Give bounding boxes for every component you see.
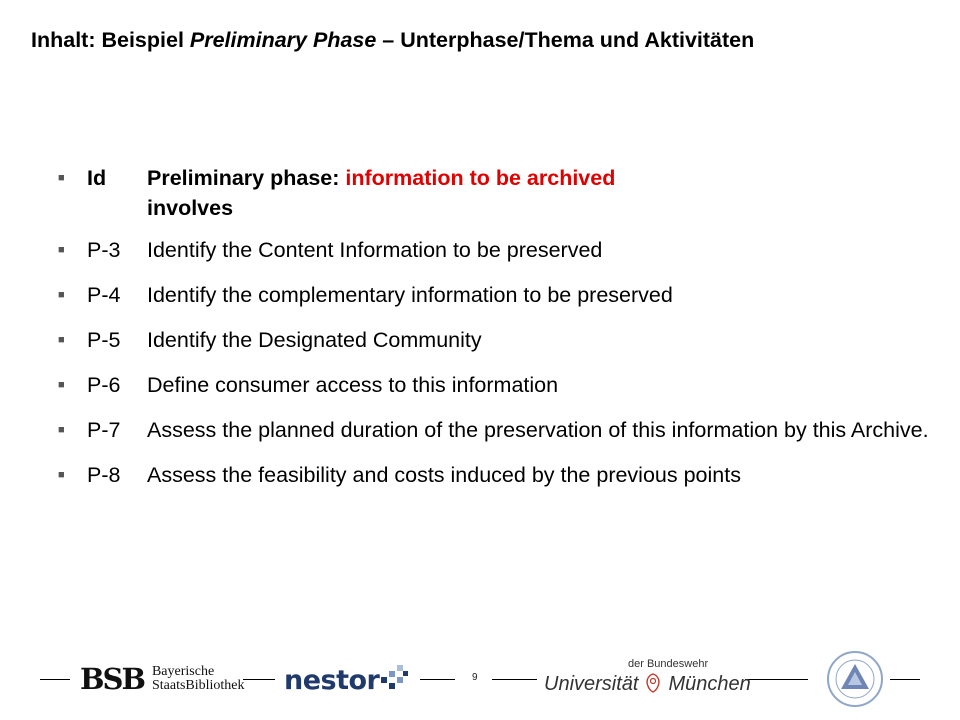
title-prefix: Inhalt: Beispiel bbox=[31, 28, 190, 52]
bsb-name-line-2: StaatsBibliothek bbox=[151, 678, 245, 693]
footer-logo-bar bbox=[0, 640, 960, 710]
bsb-logo bbox=[80, 662, 245, 696]
item-code: P-8 bbox=[87, 463, 121, 487]
footer-divider bbox=[243, 679, 275, 680]
nestor-wordmark: nestor bbox=[284, 664, 380, 696]
footer-divider bbox=[890, 679, 920, 680]
sst-institute-seal-icon bbox=[826, 650, 884, 708]
page-number: 9 bbox=[472, 672, 478, 683]
bullet-icon bbox=[58, 235, 87, 265]
item-code: P-7 bbox=[87, 418, 121, 442]
phase-highlight: information to be archived bbox=[345, 166, 616, 190]
unibw-top-text: der Bundeswehr bbox=[628, 658, 709, 670]
bullet-icon bbox=[58, 460, 87, 490]
bullet-icon bbox=[58, 280, 87, 310]
footer-divider bbox=[40, 679, 70, 680]
item-code: P-4 bbox=[87, 283, 121, 307]
bsb-name-line-1: Bayerische bbox=[151, 664, 215, 679]
unibw-right-text: München bbox=[668, 673, 751, 695]
phase-rest: involves bbox=[147, 196, 234, 220]
item-text: Assess the feasibility and costs induced by the previous points bbox=[147, 463, 741, 487]
unibw-wordmark bbox=[544, 672, 751, 696]
phase-heading bbox=[147, 163, 938, 223]
list-item bbox=[58, 325, 938, 355]
item-text: Assess the planned duration of the preservation of this information by this Archive. bbox=[147, 418, 929, 442]
item-text: Identify the complementary information to be preserved bbox=[147, 283, 673, 307]
list-item bbox=[58, 280, 938, 310]
id-column-header: Id bbox=[87, 166, 107, 190]
bullet-icon bbox=[58, 370, 87, 400]
unibw-logo bbox=[544, 658, 751, 704]
bullet-icon bbox=[58, 163, 87, 193]
footer-divider bbox=[492, 679, 537, 680]
item-code: P-5 bbox=[87, 328, 121, 352]
footer-divider bbox=[420, 679, 455, 680]
phase-label: Preliminary phase: bbox=[147, 166, 346, 190]
nestor-logo bbox=[284, 660, 409, 700]
item-text: Identify the Designated Community bbox=[147, 328, 482, 352]
slide-title bbox=[31, 28, 941, 53]
bullet-icon bbox=[58, 325, 87, 355]
activity-list bbox=[58, 163, 938, 505]
unibw-seal-icon bbox=[643, 672, 663, 694]
list-header-row bbox=[58, 163, 938, 223]
list-item bbox=[58, 370, 938, 400]
bsb-name bbox=[152, 665, 245, 693]
unibw-left-text: Universität bbox=[544, 673, 639, 695]
item-text: Define consumer access to this information bbox=[147, 373, 559, 397]
title-suffix: – Unterphase/Thema und Aktivitäten bbox=[376, 28, 755, 52]
item-code: P-3 bbox=[87, 238, 121, 262]
title-italic: Preliminary Phase bbox=[189, 28, 377, 52]
bsb-mark: BSB bbox=[80, 662, 144, 696]
bullet-icon bbox=[58, 415, 87, 445]
item-text: Identify the Content Information to be preserved bbox=[147, 238, 603, 262]
list-item bbox=[58, 415, 938, 445]
list-item bbox=[58, 235, 938, 265]
list-item bbox=[58, 460, 938, 490]
footer-divider bbox=[745, 679, 808, 680]
item-code: P-6 bbox=[87, 373, 121, 397]
nestor-dots-icon bbox=[379, 665, 409, 695]
